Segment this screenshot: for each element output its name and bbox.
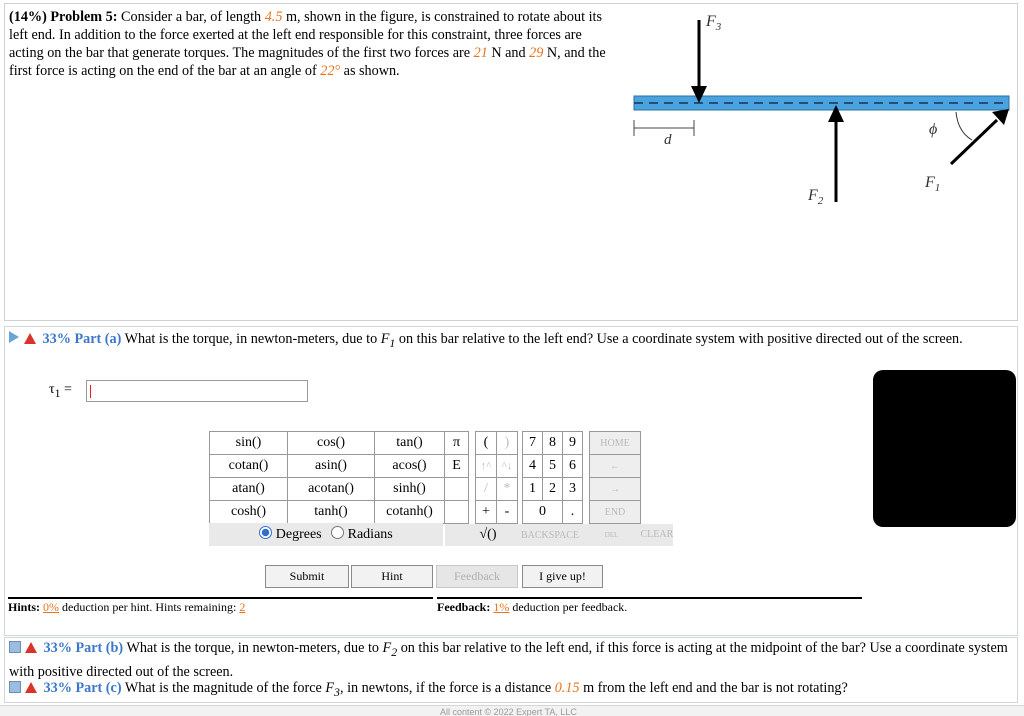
- part-c-question-2: , in newtons, if the force is a distance: [339, 680, 552, 696]
- problem-text-1: Consider a bar, of length: [121, 9, 262, 25]
- power-down-key[interactable]: ^↓: [497, 455, 518, 478]
- problem-label: Problem 5:: [50, 9, 118, 25]
- close-paren-key[interactable]: ): [497, 432, 518, 455]
- phi-label: ϕ: [929, 121, 938, 138]
- radians-label: Radians: [347, 527, 393, 542]
- angle-mode-row: [209, 523, 443, 546]
- warning-icon: [25, 682, 37, 693]
- e-key[interactable]: E: [445, 455, 469, 478]
- part-b-percent: 33%: [43, 640, 72, 656]
- f1-arrow-shaft: [951, 120, 997, 164]
- footer-text: All content © 2022 Expert TA, LLC: [440, 707, 577, 716]
- feedback-percent: 1%: [493, 600, 510, 614]
- part-c-question: [9, 678, 1009, 702]
- expand-triangle-icon[interactable]: [9, 331, 19, 343]
- minus-key[interactable]: -: [497, 501, 518, 524]
- part-c-label[interactable]: Part (c): [75, 680, 122, 696]
- answer-input[interactable]: [86, 380, 308, 402]
- degrees-label: Degrees: [275, 527, 322, 542]
- key-0[interactable]: 0: [523, 501, 563, 524]
- f2-label: $F_2$: [808, 187, 824, 207]
- part-a-question: [9, 329, 1013, 353]
- hints-label: Hints:: [8, 600, 41, 614]
- f1-label: $F_1$: [925, 174, 941, 194]
- bar-length-value: 4.5: [264, 9, 283, 25]
- redaction-box: [873, 370, 1016, 527]
- collapse-icon[interactable]: [9, 681, 21, 693]
- left-arrow-key[interactable]: ←: [590, 455, 641, 478]
- home-key[interactable]: HOME: [590, 432, 641, 455]
- blank-key-1: [445, 478, 469, 501]
- key-8[interactable]: 8: [543, 432, 563, 455]
- cosh-key[interactable]: cosh(): [210, 501, 288, 524]
- power-up-key[interactable]: ↑^: [476, 455, 497, 478]
- part-c-percent: 33%: [43, 680, 72, 696]
- del-key[interactable]: DEL: [583, 524, 641, 547]
- right-arrow-key[interactable]: →: [590, 478, 641, 501]
- dot-key[interactable]: .: [563, 501, 583, 524]
- force2-value: 29: [529, 45, 544, 61]
- part-b-question: [9, 638, 1009, 682]
- feedback-button[interactable]: Feedback: [436, 565, 518, 588]
- part-c-distance: 0.15: [554, 680, 580, 696]
- part-b-question-1: What is the torque, in newton-meters, due to: [126, 640, 379, 656]
- d-label: d: [664, 132, 672, 148]
- tau-sub: 1: [54, 386, 61, 400]
- warning-icon: [25, 642, 37, 653]
- part-a-force-sub: 1: [389, 335, 396, 350]
- part-b-label[interactable]: Part (b): [75, 640, 124, 656]
- clear-key[interactable]: CLEAR: [641, 524, 674, 547]
- end-key[interactable]: END: [590, 501, 641, 524]
- sqrt-key[interactable]: √(): [476, 524, 518, 547]
- key-6[interactable]: 6: [563, 455, 583, 478]
- cotan-key[interactable]: cotan(): [210, 455, 288, 478]
- open-paren-key[interactable]: (: [476, 432, 497, 455]
- give-up-button[interactable]: I give up!: [522, 565, 603, 588]
- hints-remaining: 2: [239, 600, 246, 614]
- cos-key[interactable]: cos(): [288, 432, 375, 455]
- feedback-info: [437, 600, 627, 615]
- atan-key[interactable]: atan(): [210, 478, 288, 501]
- plus-key[interactable]: +: [476, 501, 497, 524]
- radians-radio[interactable]: [331, 526, 344, 539]
- part-a-question-3: screen.: [922, 331, 963, 347]
- acos-key[interactable]: acos(): [375, 455, 445, 478]
- key-5[interactable]: 5: [543, 455, 563, 478]
- part-c-question-1: What is the magnitude of the force: [124, 680, 322, 696]
- hints-divider: [8, 597, 433, 599]
- part-a-question-1: What is the torque, in newton-meters, due to: [124, 331, 378, 347]
- tan-key[interactable]: tan(): [375, 432, 445, 455]
- key-4[interactable]: 4: [523, 455, 543, 478]
- feedback-text: deduction per feedback.: [512, 600, 628, 614]
- angle-value: 22°: [320, 63, 341, 79]
- answer-label: [49, 382, 72, 400]
- phi-arc: [956, 112, 972, 140]
- collapse-icon[interactable]: [9, 641, 21, 653]
- numeric-keypad: [444, 431, 674, 546]
- hints-percent: 0%: [43, 600, 60, 614]
- part-b-force-sub: 2: [391, 644, 398, 659]
- feedback-label: Feedback:: [437, 600, 491, 614]
- part-a-force: F: [380, 331, 390, 347]
- part-b-question-2: on this bar relative to the left end, if this force is acting at the midpoint of the bar? Use a coordinate system with positive directed out of the screen.: [9, 640, 1008, 680]
- key-2[interactable]: 2: [543, 478, 563, 501]
- problem-text-3: N and: [491, 45, 526, 61]
- submit-button[interactable]: Submit: [265, 565, 349, 588]
- hints-text: deduction per hint. Hints remaining:: [62, 600, 237, 614]
- asin-key[interactable]: asin(): [288, 455, 375, 478]
- sinh-key[interactable]: sinh(): [375, 478, 445, 501]
- cotanh-key[interactable]: cotanh(): [375, 501, 445, 524]
- blank-key-2: [445, 501, 469, 524]
- tanh-key[interactable]: tanh(): [288, 501, 375, 524]
- multiply-key[interactable]: *: [497, 478, 518, 501]
- feedback-divider: [437, 597, 862, 599]
- sin-key[interactable]: sin(): [210, 432, 288, 455]
- key-3[interactable]: 3: [563, 478, 583, 501]
- hints-info: [8, 600, 245, 615]
- function-keypad: [209, 431, 445, 524]
- equals-sign: =: [63, 382, 72, 397]
- part-a-percent: 33%: [42, 331, 71, 347]
- hint-button[interactable]: Hint: [351, 565, 433, 588]
- divide-key[interactable]: /: [476, 478, 497, 501]
- acotan-key[interactable]: acotan(): [288, 478, 375, 501]
- tau-symbol: τ: [49, 382, 55, 397]
- problem-weight: (14%): [9, 9, 47, 25]
- degrees-radio[interactable]: [259, 526, 272, 539]
- part-b-force: F: [382, 640, 392, 656]
- key-1[interactable]: 1: [523, 478, 543, 501]
- part-a-question-2: on this bar relative to the left end? Use a coordinate system with positive directed out of the: [398, 331, 920, 347]
- problem-text-2: m, shown in the figure, is constrained to rotate about its left end. In addition to the force exerted at the left end responsible for this constraint, three forces are acting on the bar that generate torques. The magnitudes of the first two forces are: [9, 9, 602, 61]
- part-c-force-sub: 3: [334, 684, 340, 699]
- part-a-label: Part (a): [74, 331, 122, 347]
- force1-value: 21: [473, 45, 488, 61]
- pi-key[interactable]: π: [445, 432, 469, 455]
- warning-icon: [24, 333, 36, 344]
- part-c-force: F: [325, 680, 335, 696]
- text-caret: [90, 385, 91, 398]
- part-c-question-3: m from the left end and the bar is not rotating?: [583, 680, 848, 696]
- key-9[interactable]: 9: [563, 432, 583, 455]
- footer-bar: [0, 705, 1024, 716]
- problem-text-5: as shown.: [343, 63, 400, 79]
- key-7[interactable]: 7: [523, 432, 543, 455]
- problem-statement: [9, 8, 619, 80]
- backspace-key[interactable]: BACKSPACE: [518, 524, 583, 547]
- bar-figure: [620, 4, 1016, 210]
- problem-text-4: N, and the first force is acting on the end of the bar at an angle of: [9, 45, 606, 79]
- f3-label: $F_3$: [706, 13, 722, 33]
